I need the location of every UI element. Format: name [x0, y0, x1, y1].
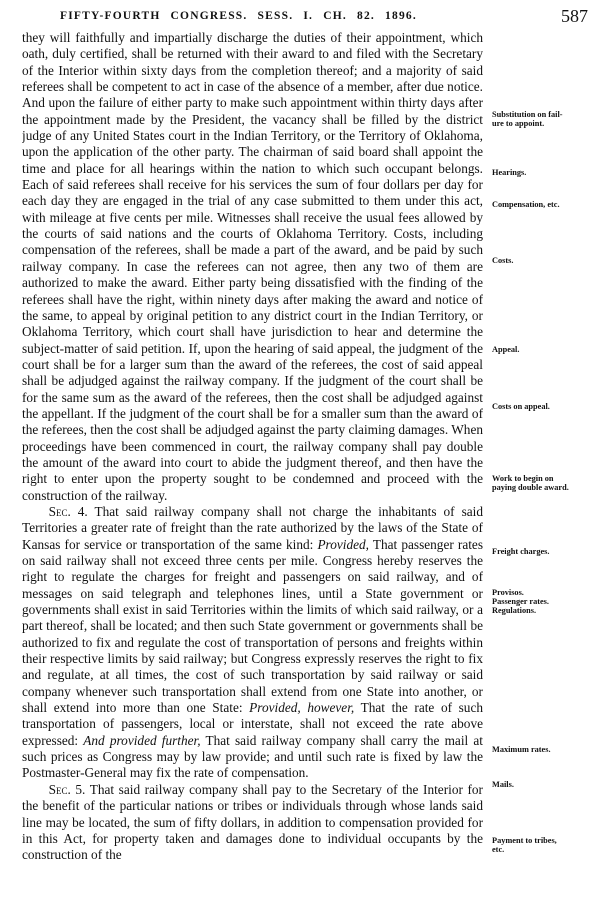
margin-note — [492, 345, 592, 354]
margin-note — [492, 547, 592, 556]
margin-note — [492, 588, 592, 615]
margin-note — [492, 168, 592, 177]
margin-note-line: Maximum rates. — [492, 745, 551, 754]
paragraph-text: they will faithfully and impartially discharge the duties of their appointment, which oath, duly certified, shall be returned with their award to and filed with the Secretary of the Interior within sixty days from the completion thereof; and a majority of said referees shall be competent to act in case of the absence of a member, after due notice. And upon the failure of either party to make such appointment within thirty days after the appointment made by the President, the vacancy shall be filled by the district judge of any United States court in the Indian Territory, or the Territory of Oklahoma, upon the application of the other party. The chairman of said board shall appoint the time and place for all hearings within the nation to which such occupant belongs. Each of said referees shall receive for his services the sum of four dollars per day for each day they are engaged in the trial of any case submitted to them under this act, with mileage at five cents per mile. Witnesses shall receive the usual fees allowed by the courts of said nations and the courts of Oklahoma Territory. Costs, including compensation of the referees, shall be made a part of the award, and be paid by such railway company. In case the referees can not agree, then any two of them are authorized to make the award. Either party being dissatisfied with the finding of the referees shall have the right, within ninety days after making the award and notice of the same, to appeal by original petition to any district court in the Indian Territory, or Oklahoma Territory, which court shall have jurisdiction to hear and determine the subject-matter of said petition. If, upon the hearing of said appeal, the judgment of the court shall be for a larger sum than the award of the referees, the cost of said appeal shall be adjudged against the railway company. If the judgment of the court shall be for the same sum as the award of the referees, then the cost shall be adjudged against the appellant. If the judgment of the court shall be for a smaller sum than the award of the referees, then the cost shall be adjudged against the party claiming damages. When proceedings have been commenced in court, the railway company shall pay double the amount of the award into court to abide the judgment thereof, and then have the right to enter upon the property sought to be condemned and proceed with the construction of the railway. — [22, 30, 483, 503]
proviso-text: Provided, — [317, 536, 370, 552]
body-text — [22, 30, 483, 915]
margin-note-line: Mails. — [492, 780, 514, 789]
margin-note-line: Hearings. — [492, 168, 527, 177]
margin-notes — [492, 0, 592, 919]
margin-note-line: Freight charges. — [492, 547, 550, 556]
paragraph — [22, 30, 483, 504]
margin-note-line: Costs. — [492, 256, 514, 265]
paragraph — [22, 504, 483, 782]
section-number: Sec. 4. — [48, 503, 88, 519]
margin-note-line: Appeal. — [492, 345, 520, 354]
margin-note — [492, 745, 592, 754]
margin-note — [492, 836, 592, 854]
margin-note — [492, 402, 592, 411]
margin-note-line: Regulations. — [492, 606, 537, 615]
page-number: 587 — [561, 6, 588, 26]
margin-note-line: Passenger rates. — [492, 597, 549, 606]
paragraph-text: That said railway company shall pay to the Secretary of the Interior for the benefit of the particular nations or tribes or individuals through whose lands said line may be located, the sum of fifty dollars, in addition to compensation provided for in this Act, for property taken and damages done to individual occupants by the construction of the — [22, 781, 483, 863]
margin-note — [492, 474, 592, 492]
margin-note-line: etc. — [492, 845, 505, 854]
margin-note — [492, 200, 592, 209]
margin-note-line: Substitution on fail- — [492, 110, 563, 119]
margin-note-line: paying double award. — [492, 483, 569, 492]
margin-note-line: Work to begin on — [492, 474, 554, 483]
margin-note-line: Compensation, etc. — [492, 200, 560, 209]
margin-note — [492, 110, 592, 128]
paragraph-text: That said railway company shall carry the mail at such prices as Congress may by law provide; and until such rate is fixed by law the Postmaster-General may fix the rate of compensation. — [22, 732, 483, 781]
margin-note-line: ure to appoint. — [492, 119, 545, 128]
proviso-text: Provided, however, — [249, 700, 355, 716]
section-number: Sec. 5. — [48, 781, 86, 797]
paragraph-text: That passenger rates on said railway shall not exceed three cents per mile. Congress hereby reserves the right to regulate the charges for freight and passengers on said railway, and of messages on said telegraph and telephones lines, until a State government or governments shall exist in said Territories within the limits of which said railway, or a part thereof, shall be located; and then such State government or governments shall be authorized to fix and regulate the cost of transportation of persons and freights within their respective limits by said railway; but Congress expressly reserves the right to fix and regulate, at all times, the cost of such transportation by said railway or said company whenever such transportation shall extend from one State into another, or shall extend into more than one State: — [22, 536, 483, 716]
margin-note-line: Provisos. — [492, 588, 524, 597]
margin-note-line: Costs on appeal. — [492, 402, 550, 411]
paragraph-text: That said railway company shall not charge the inhabitants of said Territories a greater rate of freight than the rate authorized by the laws of the State of Kansas for service or transportation of the same kind: — [22, 503, 483, 552]
paragraph — [22, 782, 483, 864]
running-head: FIFTY-FOURTH CONGRESS. SESS. I. CH. 82. 1896. — [60, 10, 417, 22]
paragraph-text: That the rate of such transportation of passengers, local or interstate, shall not exceed the rate above expressed: — [22, 700, 483, 748]
margin-note — [492, 780, 592, 789]
margin-note-line: Payment to tribes, — [492, 836, 557, 845]
proviso-text: And provided further, — [83, 732, 201, 748]
margin-note — [492, 256, 592, 265]
